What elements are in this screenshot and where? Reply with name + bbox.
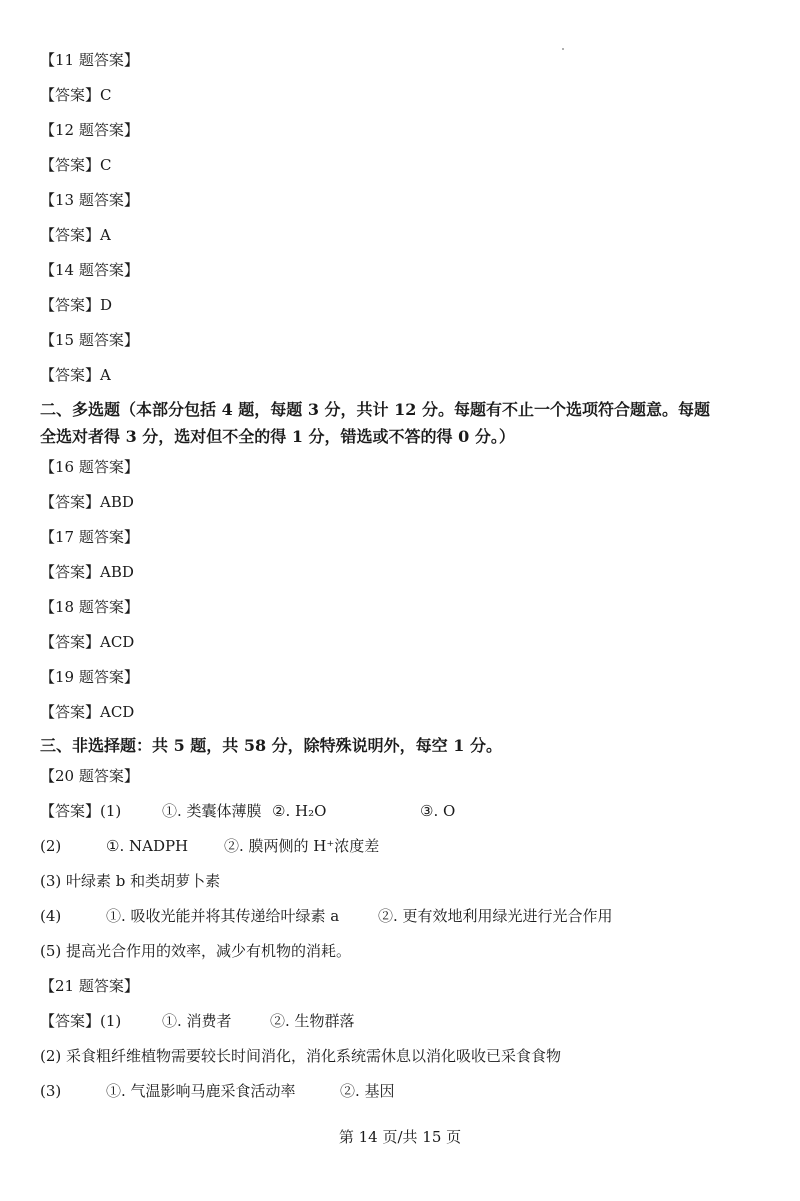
q21-title: 【21 题答案】 [40,977,139,995]
q13-title: 【13 题答案】 [40,191,139,209]
q15-answer: 【答案】A [40,366,111,384]
q16-title: 【16 题答案】 [40,458,139,476]
q21-part3-b: ②. 基因 [340,1082,395,1100]
q17-title: 【17 题答案】 [40,528,139,546]
q20-part2 [40,836,760,856]
q21-part1-prefix: 【答案】(1) [40,1012,122,1030]
q11-answer: 【答案】C [40,86,112,104]
q20-part1-c: ③. O [420,802,456,820]
q20-title: 【20 题答案】 [40,767,139,785]
q20-part1-prefix: 【答案】(1) [40,802,122,820]
q15-title: 【15 题答案】 [40,331,139,349]
q20-part4-a: ①. 吸收光能并将其传递给叶绿素 a [106,907,340,925]
scan-dot [562,48,564,50]
q19-title: 【19 题答案】 [40,668,139,686]
q21-part1-a: ①. 消费者 [162,1012,232,1030]
q21-part3-prefix: (3) [40,1082,62,1100]
q20-part4-prefix: (4) [40,907,62,925]
page-footer: 第 14 页/共 15 页 [338,1128,462,1146]
q20-part3: (3) 叶绿素 b 和类胡萝卜素 [40,872,221,890]
q20-part2-prefix: (2) [40,837,62,855]
q21-part2: (2) 采食粗纤维植物需要较长时间消化，消化系统需休息以消化吸收已采食食物 [40,1047,562,1065]
q20-part2-a: ①. NADPH [106,837,189,855]
section2-heading-line1: 二、多选题（本部分包括 4 题，每题 3 分，共计 12 分。每题有不止一个选项符合题意。每题 [40,400,710,419]
q20-part1-a: ①. 类囊体薄膜 [162,802,262,820]
q21-part3 [40,1081,760,1101]
q12-answer: 【答案】C [40,156,112,174]
q18-title: 【18 题答案】 [40,598,139,616]
q21-part1 [40,1011,760,1031]
section2-heading-line2: 全选对者得 3 分，选对但不全的得 1 分，错选或不答的得 0 分。） [40,427,515,446]
q20-part2-b: ②. 膜两侧的 H⁺浓度差 [224,837,380,855]
q19-answer: 【答案】ACD [40,703,135,721]
q16-answer: 【答案】ABD [40,493,134,511]
q20-part4 [40,906,760,926]
q17-answer: 【答案】ABD [40,563,134,581]
q20-part5: (5) 提高光合作用的效率，减少有机物的消耗。 [40,942,352,960]
q14-title: 【14 题答案】 [40,261,139,279]
q20-part4-b: ②. 更有效地利用绿光进行光合作用 [378,907,613,925]
q20-part1-b: ②. H₂O [272,802,327,820]
q21-part1-b: ②. 生物群落 [270,1012,355,1030]
q12-title: 【12 题答案】 [40,121,139,139]
q11-title: 【11 题答案】 [40,51,139,69]
q21-part3-a: ①. 气温影响马鹿采食活动率 [106,1082,296,1100]
q14-answer: 【答案】D [40,296,113,314]
q18-answer: 【答案】ACD [40,633,135,651]
section3-heading: 三、非选择题：共 5 题，共 58 分，除特殊说明外，每空 1 分。 [40,736,502,755]
q20-part1 [40,801,760,821]
q13-answer: 【答案】A [40,226,111,244]
